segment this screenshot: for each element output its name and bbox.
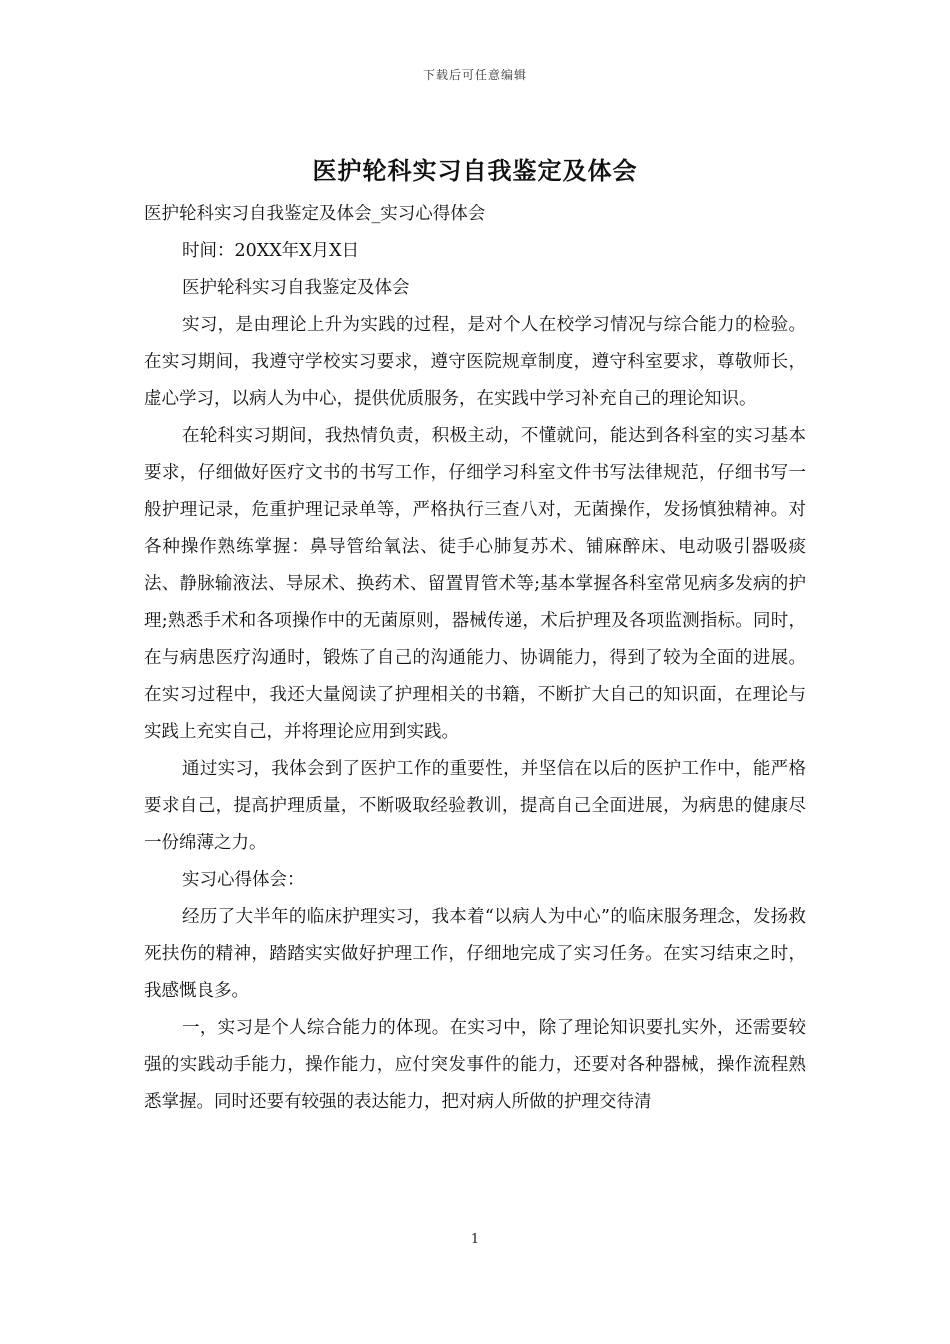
document-title: 医护轮科实习自我鉴定及体会 xyxy=(312,156,638,185)
paragraph: 医护轮科实习自我鉴定及体会 xyxy=(182,278,410,298)
paragraph: 一，实习是个人综合能力的体现。在实习中，除了理论知识要扎实外，还需要较强的实践动手能力，操作能力，应付突发事件的能力，还要对各种器械，操作流程熟悉掌握。同时还要有较强的表达能力，把对病人所做的护理交待清 xyxy=(144,1018,806,1112)
paragraph: 在轮科实习期间，我热情负责，积极主动，不懂就问，能达到各科室的实习基本要求，仔细做好医疗文书的书写工作，仔细学习科室文件书写法律规范，仔细书写一般护理记录，危重护理记录单等，严格执行三查八对，无菌操作，发扬慎独精神。对各种操作熟练掌握：鼻导管给氧法、徒手心肺复苏术、铺麻醉床、电动吸引器吸痰法、静脉输液法、导尿术、换药术、留置胃管术等;基本掌握各科室常见病多发病的护理;熟悉手术和各项操作中的无菌原则，器械传递，术后护理及各项监测指标。同时，在与病患医疗沟通时，锻炼了自己的沟通能力、协调能力，得到了较为全面的进展。在实习过程中，我还大量阅读了护理相关的书籍，不断扩大自己的知识面，在理论与实践上充实自己，并将理论应用到实践。 xyxy=(144,426,806,742)
paragraph: 实习，是由理论上升为实践的过程，是对个人在校学习情况与综合能力的检验。在实习期间，我遵守学校实习要求，遵守医院规章制度，遵守科室要求，尊敬师长，虚心学习，以病人为中心，提供优质服务，在实践中学习补充自己的理论知识。 xyxy=(144,315,806,409)
paragraph: 通过实习，我体会到了医护工作的重要性，并坚信在以后的医护工作中，能严格要求自己，提高护理质量，不断吸取经验教训，提高自己全面进展，为病患的健康尽一份绵薄之力。 xyxy=(144,759,806,853)
document-body xyxy=(144,196,806,1121)
paragraph: 经历了大半年的临床护理实习，我本着“以病人为中心”的临床服务理念，发扬救死扶伤的精神，踏踏实实做好护理工作，仔细地完成了实习任务。在实习结束之时，我感慨良多。 xyxy=(144,907,806,1001)
paragraph: 实习心得体会： xyxy=(182,870,305,890)
page-number: 1 xyxy=(470,1232,480,1247)
page-header-note: 下载后可任意编辑 xyxy=(422,68,527,82)
subtitle-line: 医护轮科实习自我鉴定及体会_实习心得体会 xyxy=(144,204,486,224)
date-line: 时间：20XX年X月X日 xyxy=(182,241,360,261)
